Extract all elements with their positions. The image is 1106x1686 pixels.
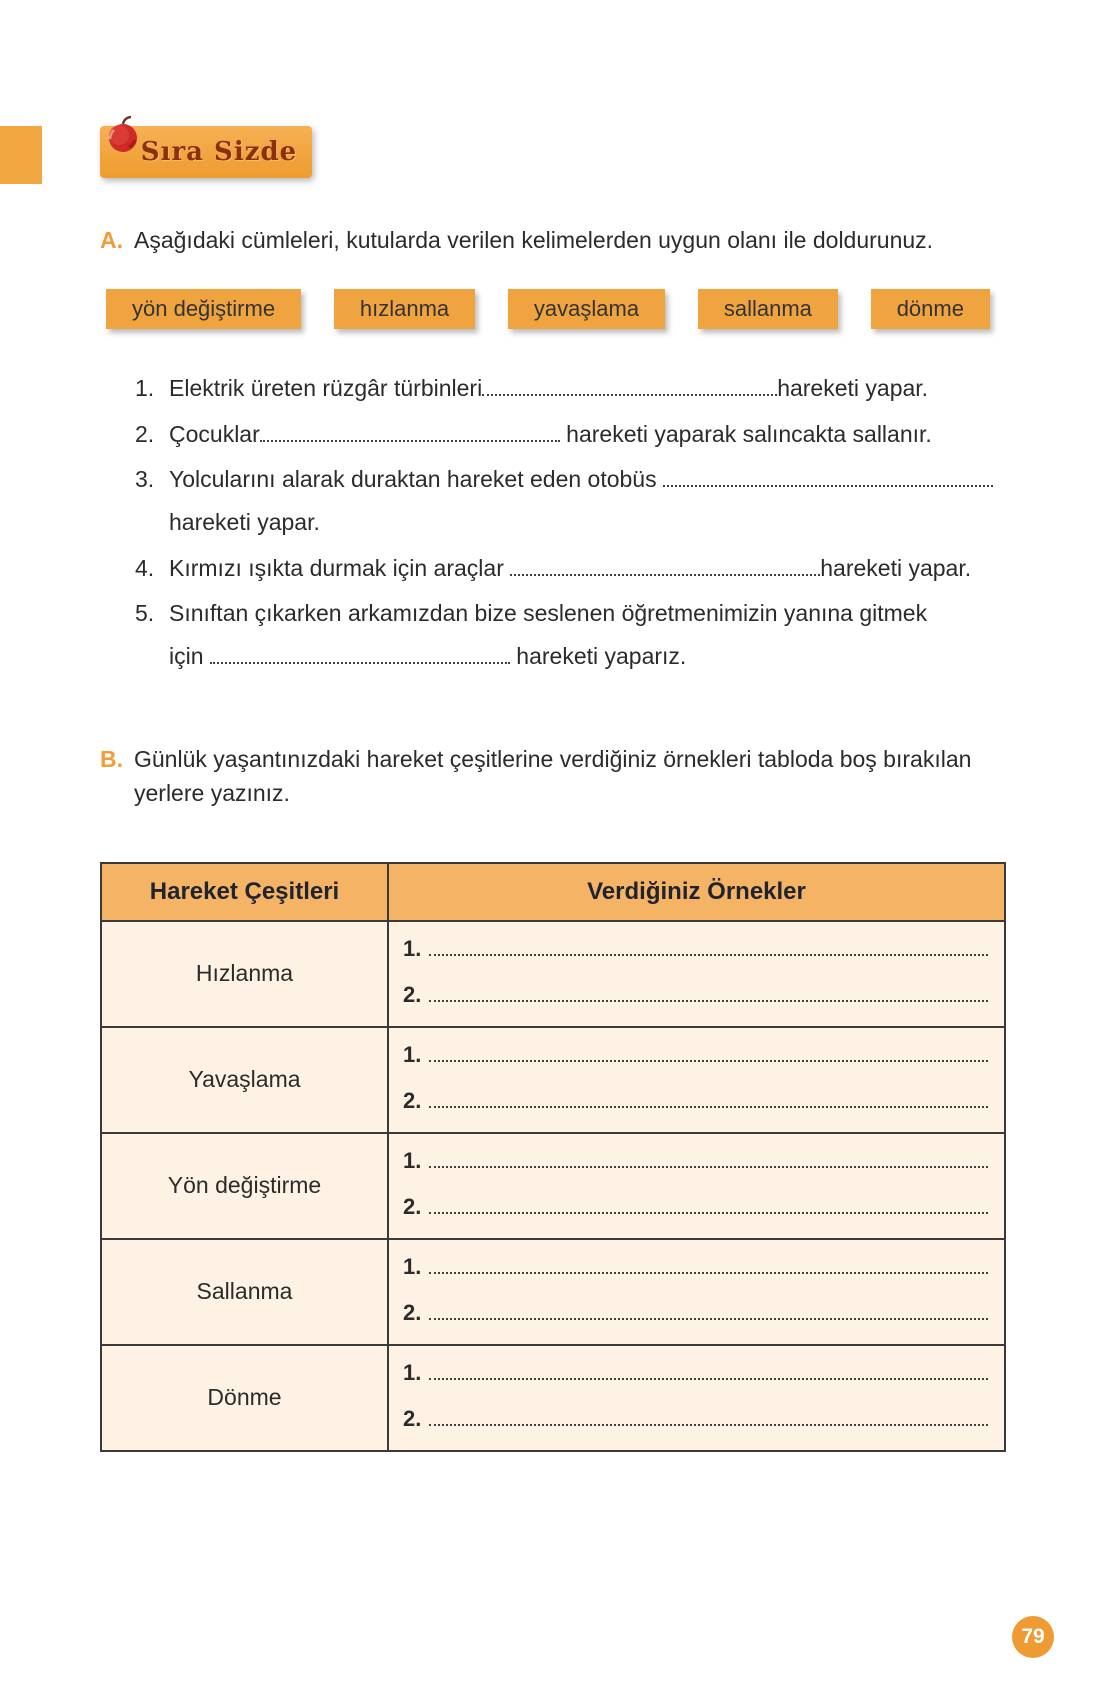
item-text: hareketi yapar. [777, 375, 929, 402]
item-sentence [169, 592, 1006, 677]
answer-blank [510, 555, 820, 575]
line-number: 2. [403, 1299, 422, 1325]
line-number: 1. [403, 935, 422, 961]
item-number: 4. [135, 554, 155, 581]
item-text: hareketi yapar. [169, 508, 320, 535]
fill-in-item [135, 367, 1006, 410]
example-line [403, 1194, 988, 1220]
item-text: Yolcularını alarak duraktan hareket eden otobüs [169, 466, 663, 493]
table-row [102, 922, 1004, 1028]
line-number: 1. [403, 1041, 422, 1067]
answer-blank [663, 467, 993, 487]
apple-icon [102, 114, 144, 156]
example-line [403, 1042, 988, 1068]
section-a-letter: A. [100, 227, 123, 253]
examples-cell [389, 1240, 1004, 1344]
section-b-prompt: Günlük yaşantınızdaki hareket çeşitlerine verdiğiniz örnekleri tabloda boş bırakılan yerlere yazınız. [134, 746, 972, 806]
page-edge-decoration [0, 126, 42, 184]
word-box: dönme [871, 289, 990, 329]
word-bank [106, 289, 990, 329]
examples-cell [389, 1346, 1004, 1450]
line-number: 2. [403, 1405, 422, 1431]
section-b [100, 743, 1006, 810]
motion-type-cell: Sallanma [102, 1240, 389, 1344]
answer-blank [429, 1199, 988, 1214]
section-a [100, 224, 1006, 257]
item-sentence [169, 367, 1006, 410]
line-number: 2. [403, 981, 422, 1007]
motion-type-cell: Yön değiştirme [102, 1134, 389, 1238]
fill-in-list [100, 367, 1006, 677]
examples-cell [389, 922, 1004, 1026]
answer-blank [429, 1153, 988, 1168]
answer-blank [429, 1047, 988, 1062]
table-header-row [102, 864, 1004, 922]
fill-in-item [135, 458, 1006, 543]
item-text: Elektrik üreten rüzgâr türbinleri [169, 375, 483, 402]
sira-sizde-badge [100, 126, 312, 178]
section-a-prompt: Aşağıdaki cümleleri, kutularda verilen kelimelerden uygun olanı ile doldurunuz. [134, 227, 934, 253]
item-number: 1. [135, 375, 155, 402]
item-text: için [169, 642, 210, 669]
worksheet-page [0, 126, 1106, 1686]
answer-blank [429, 1093, 988, 1108]
answer-blank [429, 1259, 988, 1274]
item-number: 3. [135, 466, 155, 493]
table-row [102, 1240, 1004, 1346]
line-number: 1. [403, 1147, 422, 1173]
item-text: Sınıftan çıkarken arkamızdan bize seslenen öğretmenimizin yanına gitmek [169, 600, 928, 627]
item-sentence [169, 458, 1006, 543]
example-line [403, 982, 988, 1008]
fill-in-item [135, 413, 1006, 456]
example-line [403, 1254, 988, 1280]
table-row [102, 1134, 1004, 1240]
table-row [102, 1346, 1004, 1450]
motion-type-cell: Hızlanma [102, 922, 389, 1026]
table-header-examples: Verdiğiniz Örnekler [389, 864, 1004, 922]
line-number: 1. [403, 1359, 422, 1385]
fill-in-item [135, 547, 1006, 590]
page-number-badge: 79 [1012, 1616, 1054, 1658]
answer-blank [482, 376, 777, 396]
motion-type-cell: Dönme [102, 1346, 389, 1450]
item-number: 5. [135, 600, 155, 627]
table-row [102, 1028, 1004, 1134]
item-text: hareketi yaparız. [509, 642, 687, 669]
answer-blank [429, 1305, 988, 1320]
word-box: yön değiştirme [106, 289, 301, 329]
example-line [403, 1406, 988, 1432]
line-number: 2. [403, 1087, 422, 1113]
example-line [403, 936, 988, 962]
word-box: yavaşlama [508, 289, 665, 329]
example-line [403, 1148, 988, 1174]
answer-blank [429, 1365, 988, 1380]
example-line [403, 1300, 988, 1326]
item-number: 2. [135, 420, 155, 447]
item-sentence [169, 413, 1006, 456]
examples-cell [389, 1028, 1004, 1132]
examples-table [100, 862, 1006, 1452]
example-line [403, 1360, 988, 1386]
word-box: hızlanma [334, 289, 475, 329]
examples-cell [389, 1134, 1004, 1238]
section-b-letter: B. [100, 746, 123, 773]
line-number: 1. [403, 1253, 422, 1279]
example-line [403, 1088, 988, 1114]
motion-type-cell: Yavaşlama [102, 1028, 389, 1132]
word-box: sallanma [698, 289, 838, 329]
answer-blank [210, 643, 510, 663]
item-text: Çocuklar [169, 420, 260, 447]
table-body [102, 922, 1004, 1450]
fill-in-item [135, 592, 1006, 677]
item-text: hareketi yapar. [820, 554, 972, 581]
answer-blank [429, 987, 988, 1002]
answer-blank [260, 422, 560, 442]
item-sentence [169, 547, 1006, 590]
badge-label: Sıra Sizde [140, 137, 298, 167]
answer-blank [429, 1411, 988, 1426]
item-text: Kırmızı ışıkta durmak için araçlar [169, 554, 511, 581]
table-header-motion-types: Hareket Çeşitleri [102, 864, 389, 922]
item-text: hareketi yaparak salıncakta sallanır. [559, 420, 932, 447]
answer-blank [429, 941, 988, 956]
line-number: 2. [403, 1193, 422, 1219]
